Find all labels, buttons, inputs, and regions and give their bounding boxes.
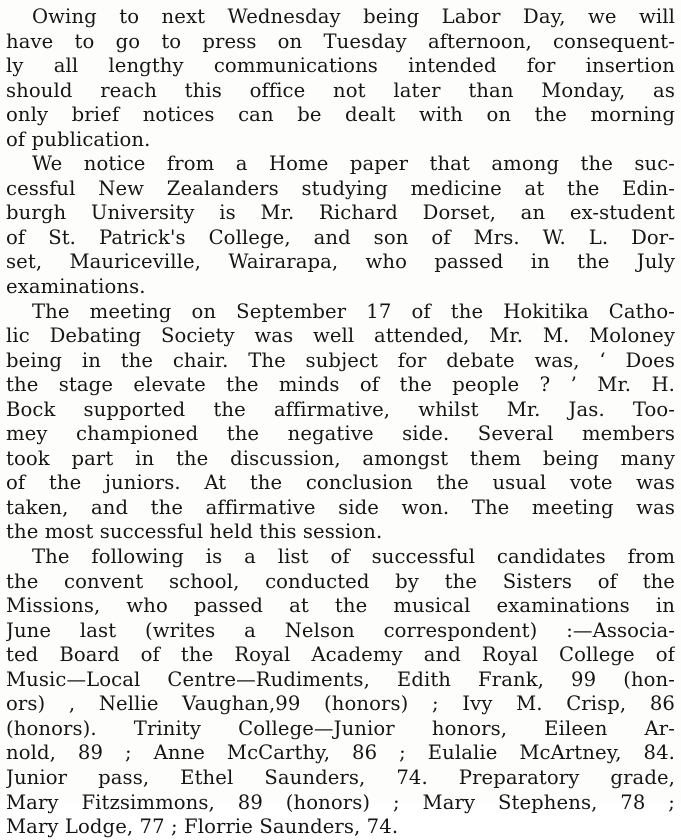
text-line: took part in the discussion, amongst them being many [6,446,675,470]
text-line: The meeting on September 17 of the Hokitika Catho- [32,299,675,323]
text-line: examinations. [6,275,146,299]
text-line: We notice from a Home paper that among the suc- [32,152,675,176]
text-line: ted Board of the Royal Academy and Royal College of [6,643,675,667]
text-line: Mary Fitzsimmons, 89 (honors) ; Mary Stephens, 78 ; [6,790,675,814]
text-line: Music—Local Centre—Rudiments, Edith Frank, 99 (hon- [6,667,675,691]
text-line: ors) , Nellie Vaughan,99 (honors) ; Ivy M. Crisp, 86 [6,692,675,716]
text-line: June last (writes a Nelson correspondent) :—Associa- [6,618,675,642]
paragraph-labor-day-notice [6,5,675,152]
text-line: of the juniors. At the conclusion the usual vote was [6,471,675,495]
paragraph-debating-society [6,300,675,545]
text-line: the convent school, conducted by the Sisters of the [6,569,675,593]
text-line: lic Debating Society was well attended, Mr. M. Moloney [6,324,675,348]
text-line: (honors). Trinity College—Junior honors, Eileen Ar- [6,716,675,740]
text-line: the stage elevate the minds of the people ? ’ Mr. H. [6,373,675,397]
paragraph-edinburgh-medicine [6,152,675,299]
text-line: set, Mauriceville, Wairarapa, who passed in the July [6,250,675,274]
text-line: Missions, who passed at the musical examinations in [6,594,675,618]
text-line: taken, and the affirmative side won. The meeting was [6,495,675,519]
text-line: Mary Lodge, 77 ; Florrie Saunders, 74. [6,815,399,839]
text-line: only brief notices can be dealt with on the morning [6,103,675,127]
text-line: cessful New Zealanders studying medicine at the Edin- [6,176,675,200]
text-line: being in the chair. The subject for debate was, ‘ Does [6,348,675,372]
text-line: the most successful held this session. [6,520,383,544]
text-line: The following is a list of successful candidates from [32,545,675,569]
text-line: have to go to press on Tuesday afternoon, consequent- [6,29,675,53]
text-line: Bock supported the affirmative, whilst Mr. Jas. Too- [6,397,675,421]
text-line: should reach this office not later than Monday, as [6,78,675,102]
paragraph-music-examinations [6,545,675,840]
text-line: of publication. [6,127,151,151]
text-line: burgh University is Mr. Richard Dorset, an ex-student [6,201,675,225]
text-line: Owing to next Wednesday being Labor Day, we will [32,5,675,28]
text-line: mey championed the negative side. Several members [6,422,675,446]
article-body [6,5,675,840]
text-line: Junior pass, Ethel Saunders, 74. Preparatory grade, [6,765,675,789]
text-line: nold, 89 ; Anne McCarthy, 86 ; Eulalie McArtney, 84. [6,741,675,765]
text-line: of St. Patrick's College, and son of Mrs. W. L. Dor- [6,225,675,249]
text-line: ly all lengthy communications intended for insertion [6,54,675,78]
